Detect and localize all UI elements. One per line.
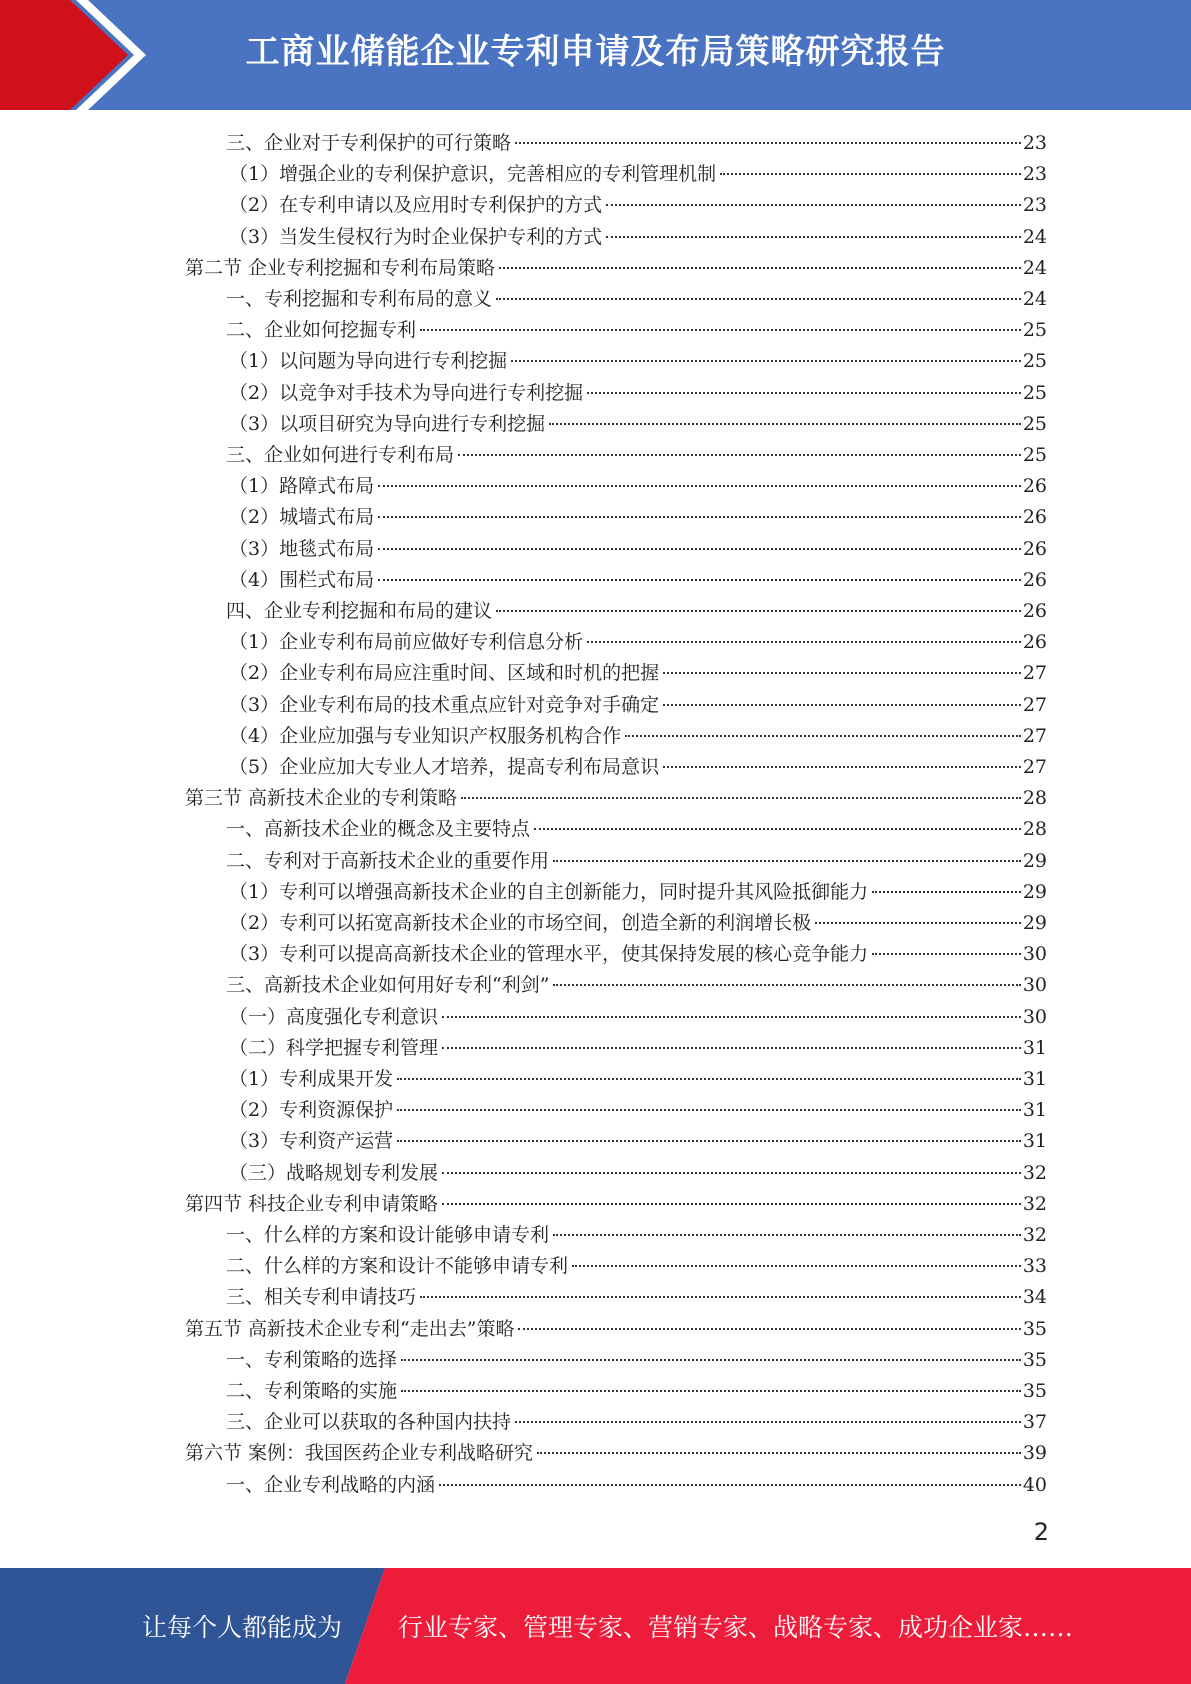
toc-dot-leader — [606, 204, 1021, 206]
toc-entry-title: （5）企业应加大专业人才培养，提高专利布局意识 — [229, 756, 660, 778]
toc-entry[interactable] — [229, 877, 1047, 908]
toc-dot-leader — [378, 485, 1021, 487]
toc-entry-title: 一、企业专利战略的内涵 — [226, 1473, 436, 1496]
toc-dot-leader — [442, 1047, 1021, 1049]
page-number: 2 — [1033, 1518, 1049, 1546]
toc-dot-leader — [537, 1452, 1021, 1454]
footer-banner — [0, 1568, 1191, 1684]
toc-entry-title: （2）在专利申请以及应用时专利保护的方式 — [229, 194, 603, 217]
toc-entry-page: 32 — [1022, 1224, 1047, 1246]
toc-entry-page: 27 — [1022, 756, 1047, 778]
toc-entry-title: （1）专利可以增强高新技术企业的自主创新能力，同时提升其风险抵御能力 — [229, 880, 869, 903]
toc-entry[interactable] — [229, 1158, 1047, 1189]
toc-entry[interactable] — [229, 627, 1047, 658]
toc-entry-title: 一、高新技术企业的概念及主要特点 — [226, 818, 531, 841]
toc-entry[interactable] — [229, 409, 1047, 440]
toc-entry-title: 三、企业可以获取的各种国内扶持 — [226, 1411, 512, 1434]
toc-entry-title: （1）专利成果开发 — [229, 1068, 394, 1090]
toc-entry[interactable] — [229, 752, 1047, 783]
toc-dot-leader — [515, 142, 1021, 144]
toc-entry[interactable] — [229, 159, 1047, 190]
toc-entry-title: （2）专利可以拓宽高新技术企业的市场空间，创造全新的利润增长极 — [229, 912, 812, 934]
toc-entry-page: 31 — [1022, 1036, 1047, 1059]
toc-entry-page: 31 — [1022, 1068, 1047, 1090]
toc-entry-page: 34 — [1022, 1286, 1047, 1309]
toc-entry[interactable] — [226, 128, 1047, 159]
toc-entry-title: 三、企业对于专利保护的可行策略 — [226, 132, 512, 154]
toc-dot-leader — [872, 891, 1021, 893]
toc-dot-leader — [442, 1203, 1021, 1205]
toc-entry[interactable] — [229, 565, 1047, 596]
toc-dot-leader — [606, 236, 1021, 238]
toc-entry-page: 23 — [1022, 132, 1047, 154]
toc-dot-leader — [401, 1359, 1021, 1361]
toc-dot-leader — [461, 797, 1021, 799]
toc-dot-leader — [872, 953, 1021, 955]
toc-dot-leader — [625, 735, 1021, 737]
toc-entry-page: 25 — [1022, 412, 1047, 435]
toc-entry[interactable] — [226, 970, 1047, 1001]
toc-entry-page: 31 — [1022, 1099, 1047, 1122]
toc-entry-page: 24 — [1022, 225, 1047, 248]
toc-dot-leader — [549, 423, 1021, 425]
toc-entry[interactable] — [185, 1438, 1047, 1469]
toc-entry[interactable] — [229, 378, 1047, 409]
toc-entry-title: （1）增强企业的专利保护意识，完善相应的专利管理机制 — [229, 163, 717, 186]
toc-entry-title: 一、专利策略的选择 — [226, 1348, 398, 1371]
toc-entry-page: 30 — [1022, 974, 1047, 997]
toc-dot-leader — [378, 516, 1021, 518]
toc-entry[interactable] — [229, 502, 1047, 533]
toc-entry-page: 40 — [1022, 1473, 1047, 1496]
toc-entry-title: （2）企业专利布局应注重时间、区域和时机的把握 — [229, 662, 660, 685]
toc-entry-page: 27 — [1022, 662, 1047, 685]
toc-dot-leader — [439, 1484, 1021, 1486]
toc-entry[interactable] — [226, 1251, 1047, 1282]
toc-entry-page: 29 — [1022, 849, 1047, 872]
toc-entry-title: （4）围栏式布局 — [229, 568, 375, 591]
toc-entry-page: 23 — [1022, 194, 1047, 217]
toc-entry-page: 25 — [1022, 444, 1047, 466]
toc-entry-title: （3）专利资产运营 — [229, 1130, 394, 1153]
toc-entry-page: 25 — [1022, 381, 1047, 404]
toc-entry[interactable] — [229, 1033, 1047, 1064]
header-banner — [0, 0, 1191, 110]
toc-entry[interactable] — [226, 1376, 1047, 1407]
toc-entry-page: 30 — [1022, 943, 1047, 966]
toc-entry[interactable] — [226, 596, 1047, 627]
toc-entry-page: 26 — [1022, 475, 1047, 498]
toc-entry[interactable] — [226, 440, 1047, 471]
toc-entry[interactable] — [229, 1002, 1047, 1033]
toc-entry-title: （1）以问题为导向进行专利挖掘 — [229, 350, 508, 373]
toc-entry[interactable] — [229, 939, 1047, 970]
toc-dot-leader — [720, 173, 1021, 175]
toc-entry-page: 29 — [1022, 912, 1047, 934]
toc-entry-page: 26 — [1022, 537, 1047, 560]
toc-dot-leader — [420, 329, 1021, 331]
toc-entry-title: 二、企业如何挖掘专利 — [226, 319, 417, 342]
toc-entry[interactable] — [226, 846, 1047, 877]
toc-entry-title: （1）路障式布局 — [229, 475, 375, 498]
toc-dot-leader — [496, 610, 1021, 612]
toc-entry-page: 37 — [1022, 1411, 1047, 1434]
toc-entry[interactable] — [229, 1126, 1047, 1157]
toc-entry-page: 27 — [1022, 724, 1047, 747]
toc-dot-leader — [378, 579, 1021, 581]
toc-dot-leader — [587, 641, 1021, 643]
toc-entry-page: 28 — [1022, 818, 1047, 841]
toc-entry-title: 二、什么样的方案和设计不能够申请专利 — [226, 1255, 569, 1278]
toc-entry-page: 35 — [1022, 1317, 1047, 1340]
toc-entry-title: （一）高度强化专利意识 — [229, 1005, 439, 1028]
toc-entry-page: 33 — [1022, 1255, 1047, 1278]
toc-entry-title: 四、企业专利挖掘和布局的建议 — [226, 600, 493, 622]
toc-dot-leader — [515, 1421, 1021, 1423]
toc-entry-title: （3）企业专利布局的技术重点应针对竞争对手确定 — [229, 693, 660, 716]
toc-dot-leader — [458, 454, 1021, 456]
toc-entry[interactable] — [226, 1470, 1047, 1501]
toc-entry-title: （3）当发生侵权行为时企业保护专利的方式 — [229, 225, 603, 248]
toc-dot-leader — [663, 766, 1021, 768]
toc-dot-leader — [663, 704, 1021, 706]
toc-entry-title: 三、高新技术企业如何用好专利“利剑” — [226, 974, 550, 997]
toc-dot-leader — [499, 267, 1021, 269]
toc-entry-page: 27 — [1022, 693, 1047, 716]
toc-entry[interactable] — [185, 1314, 1047, 1345]
toc-dot-leader — [397, 1109, 1021, 1111]
toc-entry[interactable] — [229, 658, 1047, 689]
toc-entry[interactable] — [229, 534, 1047, 565]
toc-entry-title: 第六节 案例：我国医药企业专利战略研究 — [185, 1442, 534, 1465]
toc-entry-page: 29 — [1022, 880, 1047, 903]
toc-entry[interactable] — [229, 471, 1047, 502]
toc-entry-title: 第五节 高新技术企业专利“走出去”策略 — [185, 1317, 515, 1340]
toc-entry-title: 三、企业如何进行专利布局 — [226, 444, 455, 466]
toc-entry-title: 三、相关专利申请技巧 — [226, 1286, 417, 1309]
toc-entry-page: 32 — [1022, 1161, 1047, 1184]
toc-dot-leader — [815, 922, 1021, 924]
toc-entry[interactable] — [229, 690, 1047, 721]
toc-entry-title: （3）以项目研究为导向进行专利挖掘 — [229, 412, 546, 435]
toc-dot-leader — [553, 860, 1021, 862]
toc-entry-title: 第四节 科技企业专利申请策略 — [185, 1192, 439, 1215]
toc-entry[interactable] — [229, 346, 1047, 377]
toc-entry-page: 26 — [1022, 568, 1047, 591]
toc-entry-title: （二）科学把握专利管理 — [229, 1036, 439, 1059]
toc-entry[interactable] — [226, 315, 1047, 346]
toc-entry-page: 24 — [1022, 288, 1047, 310]
toc-entry[interactable] — [185, 783, 1047, 814]
toc-dot-leader — [663, 672, 1021, 674]
toc-dot-leader — [442, 1172, 1021, 1174]
toc-entry-title: （4）企业应加强与专业知识产权服务机构合作 — [229, 724, 622, 747]
toc-entry-title: （2）以竞争对手技术为导向进行专利挖掘 — [229, 381, 584, 404]
toc-entry-title: （2）城墙式布局 — [229, 506, 375, 529]
toc-entry-page: 28 — [1022, 787, 1047, 810]
toc-entry-title: （1）企业专利布局前应做好专利信息分析 — [229, 631, 584, 654]
toc-dot-leader — [518, 1328, 1020, 1330]
toc-entry-title: （3）地毯式布局 — [229, 537, 375, 560]
toc-dot-leader — [553, 984, 1020, 986]
toc-entry[interactable] — [185, 253, 1047, 284]
toc-entry-page: 26 — [1022, 631, 1047, 654]
toc-entry-page: 31 — [1022, 1130, 1047, 1153]
toc-entry-title: （2）专利资源保护 — [229, 1099, 394, 1122]
toc-dot-leader — [397, 1140, 1021, 1142]
toc-dot-leader — [534, 828, 1021, 830]
toc-entry-title: （三）战略规划专利发展 — [229, 1161, 439, 1184]
toc-entry[interactable] — [226, 1407, 1047, 1438]
toc-entry-page: 32 — [1022, 1192, 1047, 1215]
toc-entry-page: 30 — [1022, 1005, 1047, 1028]
toc-dot-leader — [572, 1265, 1021, 1267]
toc-entry[interactable] — [229, 190, 1047, 221]
toc-entry-title: 二、专利对于高新技术企业的重要作用 — [226, 849, 550, 872]
toc-entry-title: 二、专利策略的实施 — [226, 1380, 398, 1402]
toc-entry-page: 25 — [1022, 319, 1047, 342]
toc-entry-page: 25 — [1022, 350, 1047, 373]
toc-entry-page: 23 — [1022, 163, 1047, 186]
footer-slogan-right: 行业专家、管理专家、营销专家、战略专家、成功企业家…… — [398, 1613, 1074, 1642]
toc-entry-page: 26 — [1022, 506, 1047, 529]
header-arrow-icon — [0, 0, 160, 110]
toc-entry-page: 39 — [1022, 1442, 1047, 1465]
toc-entry[interactable] — [226, 1220, 1047, 1251]
toc-entry-page: 35 — [1022, 1380, 1047, 1402]
toc-dot-leader — [587, 392, 1021, 394]
toc-entry-page: 26 — [1022, 600, 1047, 622]
toc-entry[interactable] — [229, 1064, 1047, 1095]
toc-entry[interactable] — [229, 222, 1047, 253]
toc-entry-title: 第二节 企业专利挖掘和专利布局策略 — [185, 256, 496, 279]
toc-entry[interactable] — [226, 284, 1047, 315]
toc-entry-title: 第三节 高新技术企业的专利策略 — [185, 787, 458, 810]
toc-entry-title: 一、专利挖掘和专利布局的意义 — [226, 288, 493, 310]
toc-entry-page: 35 — [1022, 1348, 1047, 1371]
toc-dot-leader — [378, 548, 1021, 550]
report-title: 工商业储能企业专利申请及布局策略研究报告 — [245, 32, 946, 72]
toc-dot-leader — [442, 1016, 1021, 1018]
toc-dot-leader — [420, 1296, 1021, 1298]
footer-slogan-left: 让每个人都能成为 — [142, 1613, 343, 1642]
toc-entry-title: 一、什么样的方案和设计能够申请专利 — [226, 1224, 550, 1246]
toc-dot-leader — [553, 1234, 1021, 1236]
toc-dot-leader — [401, 1390, 1021, 1392]
toc-entry[interactable] — [226, 814, 1047, 845]
toc-entry-title: （3）专利可以提高高新技术企业的管理水平，使其保持发展的核心竞争能力 — [229, 943, 869, 966]
toc-entry[interactable] — [185, 1189, 1047, 1220]
toc-entry[interactable] — [229, 721, 1047, 752]
toc-entry[interactable] — [229, 908, 1047, 939]
toc-entry[interactable] — [229, 1095, 1047, 1126]
toc-entry-page: 24 — [1022, 256, 1047, 279]
toc-dot-leader — [511, 360, 1021, 362]
toc-dot-leader — [397, 1078, 1021, 1080]
toc-entry[interactable] — [226, 1345, 1047, 1376]
toc-dot-leader — [496, 298, 1021, 300]
toc-entry[interactable] — [226, 1282, 1047, 1313]
